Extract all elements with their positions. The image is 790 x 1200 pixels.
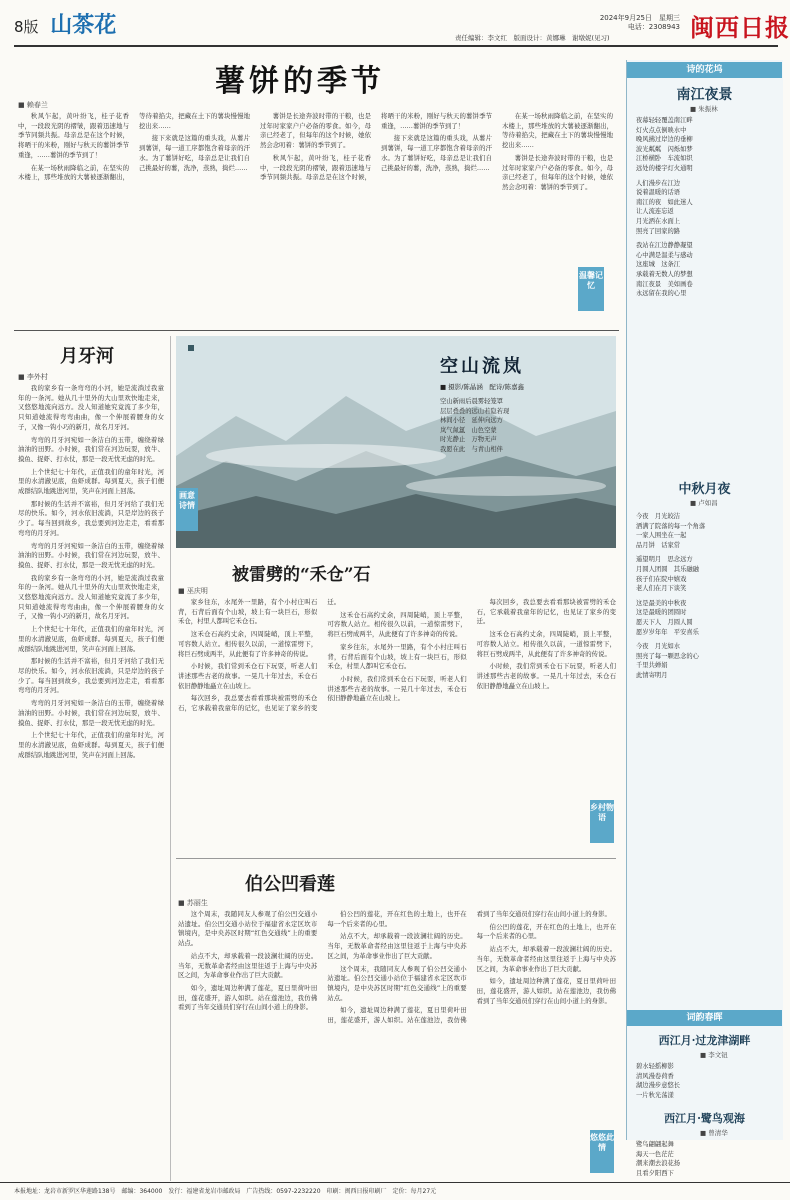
- poem-line: 夜幕轻轻覆盖南江畔: [636, 117, 693, 124]
- poem-line: 孩子们在院中嬉戏: [636, 575, 687, 583]
- paragraph: 如今，遗址周边种满了莲花，夏日里荷叶田田，莲花盛开，游人如织。站在莲池边，我仿佛看到了当年交通员们穿行在山间小道上的身影。: [476, 977, 616, 1005]
- paragraph: 秋风乍起，黄叶纷飞，桂子花香中，一段段光阴的褶皱，跟着迅速地与季节同频共振。母亲总是在这个时候，将晒干的米粉，刚好与秋天的薯饼季节重逢，……薯饼的季节到了！: [18, 112, 129, 159]
- poem-body-nanjiang: [636, 116, 776, 299]
- poem-author-mid-autumn: ■ 卢如昌: [690, 499, 718, 507]
- paragraph: 上个世纪七十年代，正值我们的童年时光，河里的水清澈见底，鱼虾成群。每到夏天，孩子们便成群结队地跳进河里，笑声在河面上回荡。: [18, 731, 164, 759]
- lotus-article-body: [178, 910, 616, 1178]
- poem-line: 我站在江边静静凝望: [636, 242, 693, 250]
- main-article-tag: 温馨记忆: [578, 267, 604, 311]
- poem-line: 林间小径 延伸向远方: [440, 417, 503, 425]
- paragraph: 这个周末，我随同友人参观了伯公凹交通小站遗址。伯公凹交通小站位于福建省永定区坎市镇境内，是中央苏区时期“红色交通线”上的重要站点。: [327, 964, 467, 1002]
- main-article-body: [18, 112, 613, 327]
- poem-line: 清风漫卷荷香: [636, 1072, 674, 1080]
- paragraph: 秋风乍起，黄叶纷飞，桂子花香中，一段段光阴的褶皱，跟着迅速地与季节同频共振。母亲总是在这个时候，将晒干的米粉，刚好与秋天的薯饼季节重逢，……薯饼的季节到了！: [260, 112, 492, 182]
- section-rule: [176, 858, 616, 859]
- paragraph: 家乡往东，水尾外一里路，有个小村庄叫石背，石背后面有个山坡，坡上有一块巨石，形似禾仓，村里人都叫它禾仓石。: [327, 642, 467, 671]
- poem-line: 一片秋光荡漾: [636, 1091, 674, 1099]
- poem-author-longjin: ■ 李文钮: [700, 1051, 728, 1059]
- paragraph: 小时候，我们常到禾仓石下玩耍，听老人们讲述那些古老的故事。一晃几十年过去，禾仓石依旧静静地矗立在山坡上。: [327, 674, 467, 703]
- photo-poem-lines: [440, 397, 600, 455]
- poem-line: 空山新雨后晨雾轻笼罩: [440, 398, 503, 405]
- poem-line: 承载着无数人的梦想: [636, 270, 693, 278]
- ci-section-header: 词韵春晖: [627, 1010, 782, 1026]
- poem-line: 潮来潮去浪花扬: [636, 1160, 681, 1168]
- poem-line: 说着温暖的话语: [636, 189, 681, 197]
- photo-poem-title: 空山流岚: [440, 356, 524, 377]
- paragraph: 弯弯的月牙河宛如一条洁白的玉带，缠绕着绿油油的田野。小时候，我们常在河边玩耍，放牛、摸鱼、捉虾、打水仗，那是一段无忧无虑的时光。: [18, 699, 164, 727]
- paragraph: 那时候的生活并不富裕，但月牙河给了我们无尽的快乐。如今，河水依旧流淌，只是岸边的孩子少了。每当回到故乡，我总要到河边走走，看看那弯弯的月牙河。: [18, 499, 164, 537]
- poem-title-mid-autumn: 中秋月夜: [678, 482, 731, 497]
- paragraph: 每次回乡，我总要去看看那块被雷劈的禾仓石，它承载着我童年的记忆，也见证了家乡的变迁。: [178, 598, 341, 713]
- photo-poem-credit: ■ 摄影/陈晶涵 配诗/陈嘉鑫: [440, 383, 525, 391]
- poem-line: 灯火点点倒映水中: [636, 126, 687, 134]
- photo-poem-tag: 画意诗情: [176, 488, 198, 531]
- sidebar-header: 诗的花坞: [627, 62, 782, 78]
- poem-line: 老人们在月下谈笑: [636, 585, 687, 593]
- paragraph: 在某一场秋雨降临之前，在坚实的木楼上，那些堆放的大薯被逐渐翻出，等待着掐尖，把藏在土下的薯块慢慢地挖出来……: [18, 112, 250, 182]
- poem-line: 洒满了院落的每一个角落: [636, 522, 706, 530]
- poem-author-nanjiang: ■ 朱振林: [690, 105, 718, 113]
- paragraph: 薯饼是长途奔波时带的干粮，也是过年时家家户户必备的零食。如今，母亲已经老了，但每年的这个时候，她依然会念叨着：薯饼的季节到了。: [260, 112, 371, 150]
- poem-line: 波光粼粼 闪烁如梦: [636, 145, 693, 153]
- poem-body-longjin: [636, 1062, 776, 1100]
- lotus-article-author: ■ 苏丽生: [178, 899, 208, 907]
- poem-line: 千里共婵娟: [636, 662, 668, 670]
- poem-line: 南江的夜 如此迷人: [636, 198, 693, 206]
- poem-line: 这座城 这条江: [636, 261, 681, 269]
- photo-corner-mark: [188, 345, 194, 351]
- section-name: 山茶花: [50, 13, 117, 38]
- paragraph: 伯公凹的莲花，开在红色的土地上，也开在每一个后来者的心里。: [476, 922, 616, 941]
- paragraph: 小时候，我们常到禾仓石下玩耍，听老人们讲述那些古老的故事。一晃几十年过去，禾仓石依旧静静地矗立在山坡上。: [178, 662, 318, 690]
- header-meta: [530, 14, 680, 32]
- paragraph: 上个世纪七十年代，正值我们的童年时光，河里的水清澈见底，鱼虾成群。每到夏天，孩子们便成群结队地跳进河里，笑声在河面上回荡。: [18, 625, 164, 653]
- poem-line: 今夜 月光如水: [636, 643, 681, 651]
- poem-line: 江桥横卧 车流如织: [636, 155, 693, 163]
- poem-line: 层层叠叠的远山若隐若现: [440, 407, 510, 415]
- stone-article-tag: 乡村物语: [590, 800, 614, 843]
- paragraph: 伯公凹的莲花，开在红色的土地上，也开在每一个后来者的心里。: [327, 910, 467, 928]
- paragraph: 弯弯的月牙河宛如一条洁白的玉带，缠绕着绿油油的田野。小时候，我们常在河边玩耍，放牛、摸鱼、捉虾、打水仗，那是一段无忧无虑的时光。: [18, 435, 164, 463]
- poem-line: 鹭鸟翩翩起舞: [636, 1141, 674, 1148]
- poem-line: 我愿在此 与青山相伴: [440, 445, 503, 453]
- poem-line: 这是最暖的团圆时: [636, 609, 687, 617]
- section-rule: [14, 330, 619, 331]
- poem-line: 月圆人团圆 其乐融融: [636, 565, 699, 573]
- paragraph: 我的家乡有一条弯弯的小河，她是流淌过我童年的一条河。她从几十里外的大山里欢快地走来，又悠悠地流向远方。没人知道她究竟流了多少年，只知道她流得弯弯曲曲，像一个伸展着腰身的女子，又像一钩小巧的新月，故名月牙河。: [18, 573, 164, 621]
- issue-date: 2024年9月25日 星期三: [599, 14, 680, 22]
- poem-author-egret: ■ 曾清华: [700, 1129, 728, 1137]
- phone: 电话：2308943: [627, 23, 680, 31]
- paragraph: 小时候，我们常到禾仓石下玩耍，听老人们讲述那些古老的故事。一晃几十年过去，禾仓石依旧静静地矗立在山坡上。: [476, 662, 616, 690]
- poem-line: 且看夕阳西下: [636, 1169, 674, 1177]
- poem-line: 此情寄明月: [636, 671, 668, 679]
- paragraph: 站点不大，却承载着一段波澜壮阔的历史。当年，无数革命者经由这里往返于上海与中央苏区之间，为革命事业作出了巨大贡献。: [327, 932, 467, 960]
- paragraph: 这禾仓石高约丈余，四周陡峭，顶上平整，可容数人站立。相传很久以前，一道惊雷劈下，将巨石劈成两半，从此便有了许多神奇的传说。: [178, 630, 318, 658]
- poem-line: 一家人围坐在一起: [636, 532, 687, 540]
- moon-river-title: 月牙河: [60, 346, 114, 367]
- poem-line: 湖边漫步意悠长: [636, 1082, 681, 1090]
- poem-line: 照亮了回家的路: [636, 227, 681, 235]
- poem-line: 远处的楼宇灯火通明: [636, 164, 693, 172]
- paragraph: 在某一场秋雨降临之前，在坚实的木楼上，那些堆放的大薯被逐渐翻出，等待着掐尖，把藏在土下的薯块慢慢地挖出来……: [502, 112, 613, 150]
- poem-line: 这是最美的中秋夜: [636, 599, 687, 607]
- poem-line: 晚风拂过岸边的垂柳: [636, 136, 693, 144]
- footer-text: 本报地址：龙岩市新罗区华莲路138号 邮编：364000 发行：福建省龙岩市邮政局 广告热线：0597-2232220 印刷：闽西日报印刷厂 定价：每月27元: [14, 1188, 437, 1195]
- main-article-author: ■ 赖春兰: [18, 101, 48, 109]
- lotus-article-tag: 悠悠此情: [590, 1130, 614, 1173]
- photo-poem-block: [440, 352, 600, 455]
- poem-line: 让人流连忘返: [636, 208, 674, 216]
- poem-title-longjin: 西江月·过龙津湖畔: [658, 1034, 751, 1047]
- header-rule: [14, 45, 778, 47]
- staff-credits: 责任编辑：李文红 版面设计：黄娜琳 谢墩妮(见习): [455, 34, 610, 42]
- poem-body-egret: [636, 1140, 776, 1178]
- paragraph: 薯饼是长途奔波时带的干粮，也是过年时家家户户必备的零食。如今，母亲已经老了，但每年的这个时候，她依然会念叨着：薯饼的季节到了。: [502, 153, 613, 191]
- paragraph: 如今，遗址周边种满了莲花，夏日里荷叶田田，莲花盛开，游人如织。站在莲池边，我仿佛看到了当年交通员们穿行在山间小道上的身影。: [327, 910, 611, 1025]
- paragraph: 我的家乡有一条弯弯的小河，她是流淌过我童年的一条河。她从几十里外的大山里欢快地走来，又悠悠地流向远方。没人知道她究竟流了多少年，只知道她流得弯弯曲曲，像一个伸展着腰身的女子，又像一钩小巧的新月，故名月牙河。: [18, 384, 164, 431]
- poem-line: 愿岁岁年年 平安喜乐: [636, 628, 699, 636]
- poem-line: 照亮了每一颗思念的心: [636, 652, 699, 660]
- poem-line: 愿天下人 月圆人圆: [636, 618, 693, 626]
- newspaper-logo: 闽西日报: [690, 13, 790, 42]
- paragraph: 这个周末，我随同友人参观了伯公凹交通小站遗址。伯公凹交通小站位于福建省永定区坎市镇境内，是中央苏区时期“红色交通线”上的重要站点。: [178, 910, 318, 948]
- paragraph: 站点不大，却承载着一段波澜壮阔的历史。当年，无数革命者经由这里往返于上海与中央苏区之间，为革命事业作出了巨大贡献。: [178, 951, 318, 980]
- stone-article-body: [178, 598, 616, 853]
- poem-line: 心中满是温柔与感动: [636, 251, 693, 259]
- stone-article-title: 被雷劈的“禾仓”石: [232, 565, 371, 585]
- page-number: 8版: [14, 18, 39, 36]
- footer-rule: [0, 1182, 790, 1183]
- poem-line: 海天一色茫茫: [636, 1150, 674, 1158]
- paragraph: 弯弯的月牙河宛如一条洁白的玉带，缠绕着绿油油的田野。小时候，我们常在河边玩耍，放牛、摸鱼、捉虾、打水仗，那是一段无忧无虑的时光。: [18, 541, 164, 569]
- paragraph: 那时候的生活并不富裕，但月牙河给了我们无尽的快乐。如今，河水依旧流淌，只是岸边的孩子少了。每当回到故乡，我总要到河边走走，看看那弯弯的月牙河。: [18, 657, 164, 695]
- poem-line: 人们漫步在江边: [636, 179, 681, 187]
- moon-river-body: [18, 384, 164, 1179]
- paragraph: 接下来就是这篇的重头戏，从薯片到薯饼，每一道工序都饱含着母亲的汗水。为了薯饼好吃，母亲总是让我们自己挑最好的薯，洗净，蒸熟，捣烂……: [381, 134, 492, 172]
- paragraph: 这禾仓石高约丈余，四周陡峭，顶上平整，可容数人站立。相传很久以前，一道惊雷劈下，将巨石劈成两半，从此便有了许多神奇的传说。: [327, 610, 467, 639]
- paragraph: 如今，遗址周边种满了莲花，夏日里荷叶田田，莲花盛开，游人如织。站在莲池边，我仿佛看到了当年交通员们穿行在山间小道上的身影。: [178, 983, 318, 1012]
- moon-river-author: ■ 李外村: [18, 373, 48, 381]
- poem-line: 时光静止 万物无声: [440, 436, 497, 444]
- column-divider: [170, 336, 171, 1181]
- lotus-article-title: 伯公凹看莲: [245, 874, 335, 895]
- poem-line: 品月饼 话家常: [636, 541, 681, 549]
- main-article-title: 薯饼的季节: [215, 64, 385, 99]
- edition-header: [14, 8, 116, 39]
- paragraph: 上个世纪七十年代，正值我们的童年时光，河里的水清澈见底，鱼虾成群。每到夏天，孩子们便成群结队地跳进河里，笑声在河面上回荡。: [18, 467, 164, 496]
- poem-line: 南江夜景 美如画卷: [636, 280, 693, 288]
- paragraph: 站点不大，却承载着一段波澜壮阔的历史。当年，无数革命者经由这里往返于上海与中央苏区之间，为革命事业作出了巨大贡献。: [476, 945, 616, 973]
- poem-line: 月光洒在水面上: [636, 217, 681, 225]
- poem-title-egret: 西江月·鹭鸟观海: [664, 1112, 745, 1125]
- poem-line: 碧水轻摇柳影: [636, 1063, 674, 1070]
- stone-article-author: ■ 巫庆明: [178, 587, 208, 595]
- poem-body-mid-autumn: [636, 512, 776, 681]
- paragraph: 每次回乡，我总要去看看那块被雷劈的禾仓石，它承载着我童年的记忆，也见证了家乡的变迁。: [476, 598, 616, 626]
- poem-title-nanjiang: 南江夜景: [676, 87, 733, 103]
- paragraph: 家乡往东，水尾外一里路，有个小村庄叫石背，石背后面有个山坡，坡上有一块巨石，形似禾仓，村里人都叫它禾仓石。: [178, 598, 318, 626]
- poem-line: 今夜 月光皎洁: [636, 513, 681, 520]
- paragraph: 接下来就是这篇的重头戏，从薯片到薯饼，每一道工序都饱含着母亲的汗水。为了薯饼好吃，母亲总是让我们自己挑最好的薯，洗净，蒸熟，捣烂……: [139, 134, 250, 172]
- poem-line: 岚气氤氲 山色空蒙: [440, 426, 497, 434]
- poem-line: 遥望明月 思念远方: [636, 556, 693, 564]
- paragraph: 这禾仓石高约丈余，四周陡峭，顶上平整，可容数人站立。相传很久以前，一道惊雷劈下，将巨石劈成两半，从此便有了许多神奇的传说。: [476, 630, 616, 658]
- poem-line: 永远留在我的心里: [636, 290, 687, 298]
